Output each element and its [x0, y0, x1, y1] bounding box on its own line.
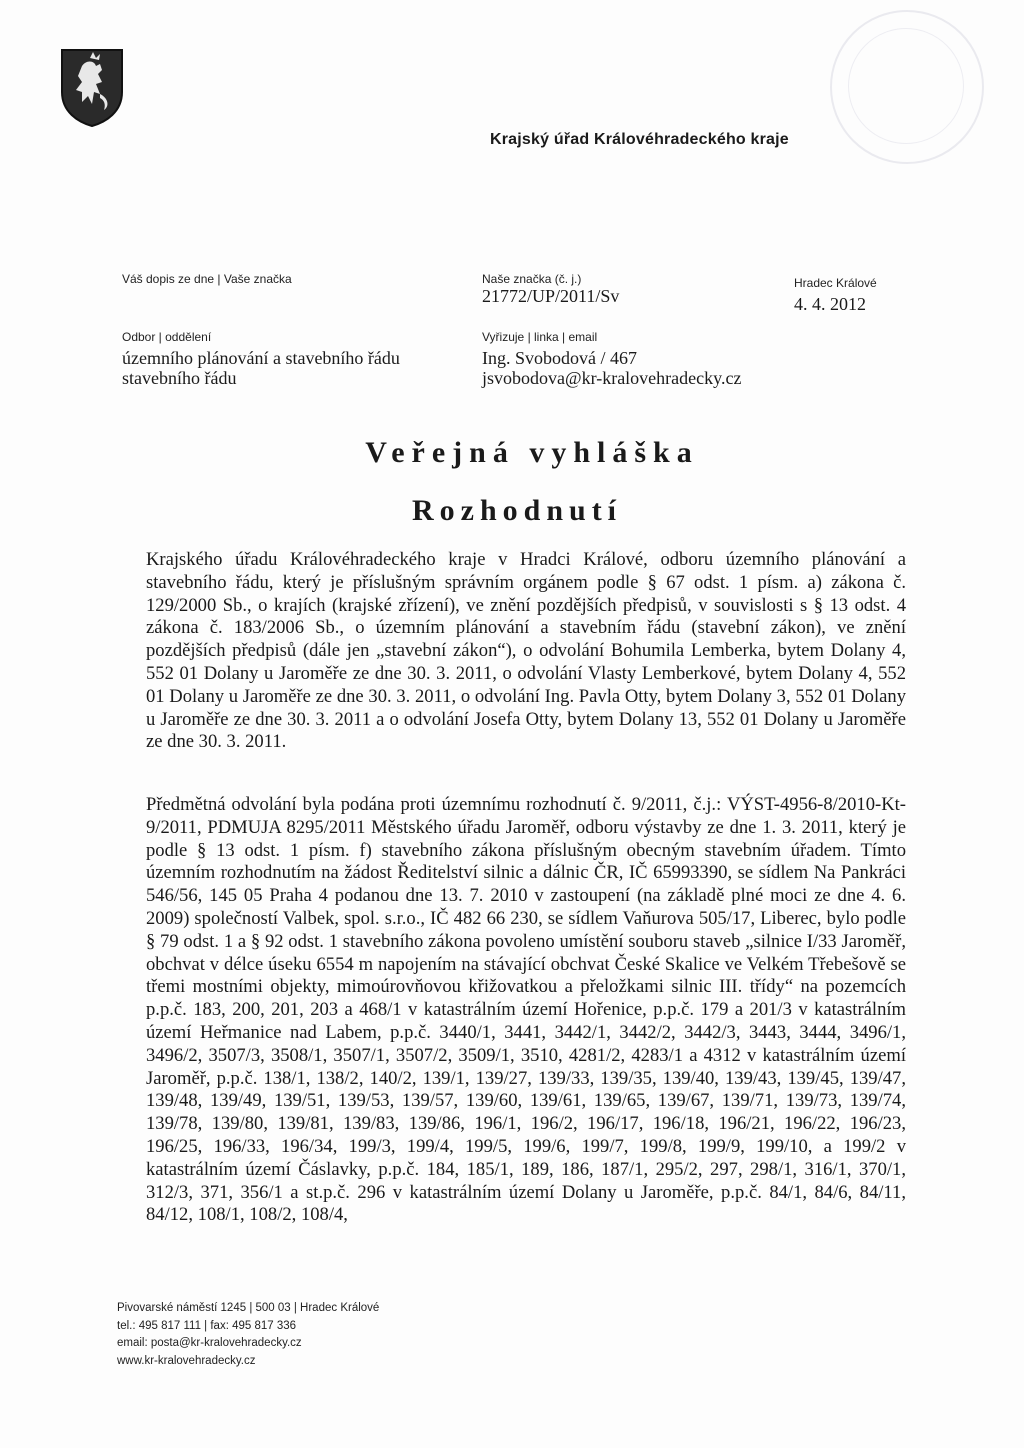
your-letter-label: Váš dopis ze dne | Vaše značka [122, 272, 292, 286]
document-subtitle: Rozhodnutí [411, 494, 623, 527]
dept-line1: územního plánování a stavebního řádu [122, 348, 400, 368]
date-value: 4. 4. 2012 [794, 294, 866, 314]
authority-name: Krajský úřad Královéhradeckého kraje [490, 131, 789, 148]
place-date-block [794, 276, 877, 314]
footer-phone: tel.: 495 817 111 | fax: 495 817 336 [117, 1319, 297, 1332]
coat-of-arms-icon [60, 48, 124, 128]
footer-address: Pivovarské náměstí 1245 | 500 03 | Hradec Králové [117, 1302, 380, 1314]
place-label: Hradec Králové [794, 276, 877, 290]
paragraph-appeal-subject: Předmětná odvolání byla podána proti územnímu rozhodnutí č. 9/2011, č.j.: VÝST-4956-8/2010-Kt-9/2011, PDMUJA 8295/2011 Městského úřadu Jaroměř, odboru výstavby ze dne 1. 3. 2011, který je podle § 13 odst. 1 písm. f) stavebního zákona příslušným obecným stavebním úřadem. Tímto územním rozhodnutím na žádost Ředitelství silnic a dálnic ČR, IČ 65993390, se sídlem Na Pankráci 546/56, 145 05 Praha 4 podanou dne 13. 7. 2010 v zastoupení (na základě plné moci ze dne 4. 6. 2009) společností Valbek, spol. s.r.o., IČ 482 66 230, se sídlem Vaňurova 505/17, Liberec, bylo podle § 79 odst. 1 a § 92 odst. 1 stavebního zákona povoleno umístění souboru staveb „silnice I/33 Jaroměř, obchvat v délce úseku 6554 m napojením na stávající obchvat České Skalice ve Velkém Třebešově se třemi mostními objekty, mimoúrovňovou křižovatkou a přeložkami silnic III. třídy“ na pozemcích p.p.č. 183, 200, 201, 203 a 468/1 v katastrálním území Hořenice, p.p.č. 179 a 201/3 v katastrálním území Heřmanice nad Labem, p.p.č. 3440/1, 3441, 3442/1, 3442/2, 3442/3, 3443, 3444, 3496/1, 3496/2, 3507/3, 3508/1, 3507/1, 3507/2, 3509/1, 3510, 4281/2, 4283/1 a 4312 v katastrálním území Jaroměř, p.p.č. 138/1, 138/2, 140/2, 139/1, 139/27, 139/33, 139/35, 139/40, 139/43, 139/45, 139/47, 139/48, 139/49, 139/51, 139/53, 139/57, 139/60, 139/61, 139/65, 139/67, 139/71, 139/73, 139/74, 139/78, 139/80, 139/81, 139/83, 139/86, 196/1, 196/2, 196/17, 196/18, 196/21, 196/22, 196/23, 196/25, 196/33, 196/34, 199/3, 199/4, 199/5, 199/6, 199/7, 199/8, 199/9, 199/10, a 199/2 v katastrálním území Čáslavky, p.p.č. 184, 185/1, 189, 186, 187/1, 295/2, 297, 298/1, 316/1, 370/1, 312/3, 371, 356/1 a st.p.č. 296 v katastrálním území Dolany u Jaroměře, p.p.č. 84/1, 84/6, 84/11, 84/12, 108/1, 108/2, 108/4, [146, 794, 906, 1226]
handler-name: Ing. Svobodová / 467 [482, 348, 637, 368]
your-letter-block [122, 272, 292, 286]
dept-line2: stavebního řádu [122, 368, 237, 388]
dept-label: Odbor | oddělení [122, 330, 212, 344]
our-ref-label: Naše značka (č. j.) [482, 272, 582, 286]
document-title: Veřejná vyhláška [365, 436, 699, 469]
footer-email: email: posta@kr-kralovehradecky.cz [117, 1337, 302, 1349]
footer-contact [117, 1300, 379, 1370]
handler-email: jsvobodova@kr-kralovehradecky.cz [482, 368, 742, 388]
footer-web: www.kr-kralovehradecky.cz [117, 1354, 256, 1367]
handler-label: Vyřizuje | linka | email [482, 330, 598, 344]
department-block [122, 330, 400, 388]
handler-block [482, 330, 741, 388]
official-stamp [830, 10, 984, 164]
our-reference-block [482, 272, 619, 306]
paragraph-decision: Krajského úřadu Královéhradeckého kraje v Hradci Králové, odboru územního plánování a stavebního řádu, který je příslušným správním orgánem podle § 67 odst. 1 písm. a) zákona č. 129/2000 Sb., o krajích (krajské zřízení), ve znění pozdějších předpisů, v souvislosti s § 13 odst. 4 zákona č. 183/2006 Sb., o územním plánování a stavebním řádu (stavební zákon), ve znění pozdějších předpisů (dále jen „stavební zákon“), o odvolání Bohumila Lemberka, bytem Dolany 4, 552 01 Dolany u Jaroměře ze dne 30. 3. 2011, o odvolání Vlasty Lemberkové, bytem Dolany 4, 552 01 Dolany u Jaroměře ze dne 30. 3. 2011, o odvolání Ing. Pavla Otty, bytem Dolany 3, 552 01 Dolany u Jaroměře ze dne 30. 3. 2011 a o odvolání Josefa Otty, bytem Dolany 13, 552 01 Dolany u Jaroměře ze dne 30. 3. 2011. [146, 549, 906, 753]
our-ref-value: 21772/UP/2011/Sv [482, 286, 620, 306]
